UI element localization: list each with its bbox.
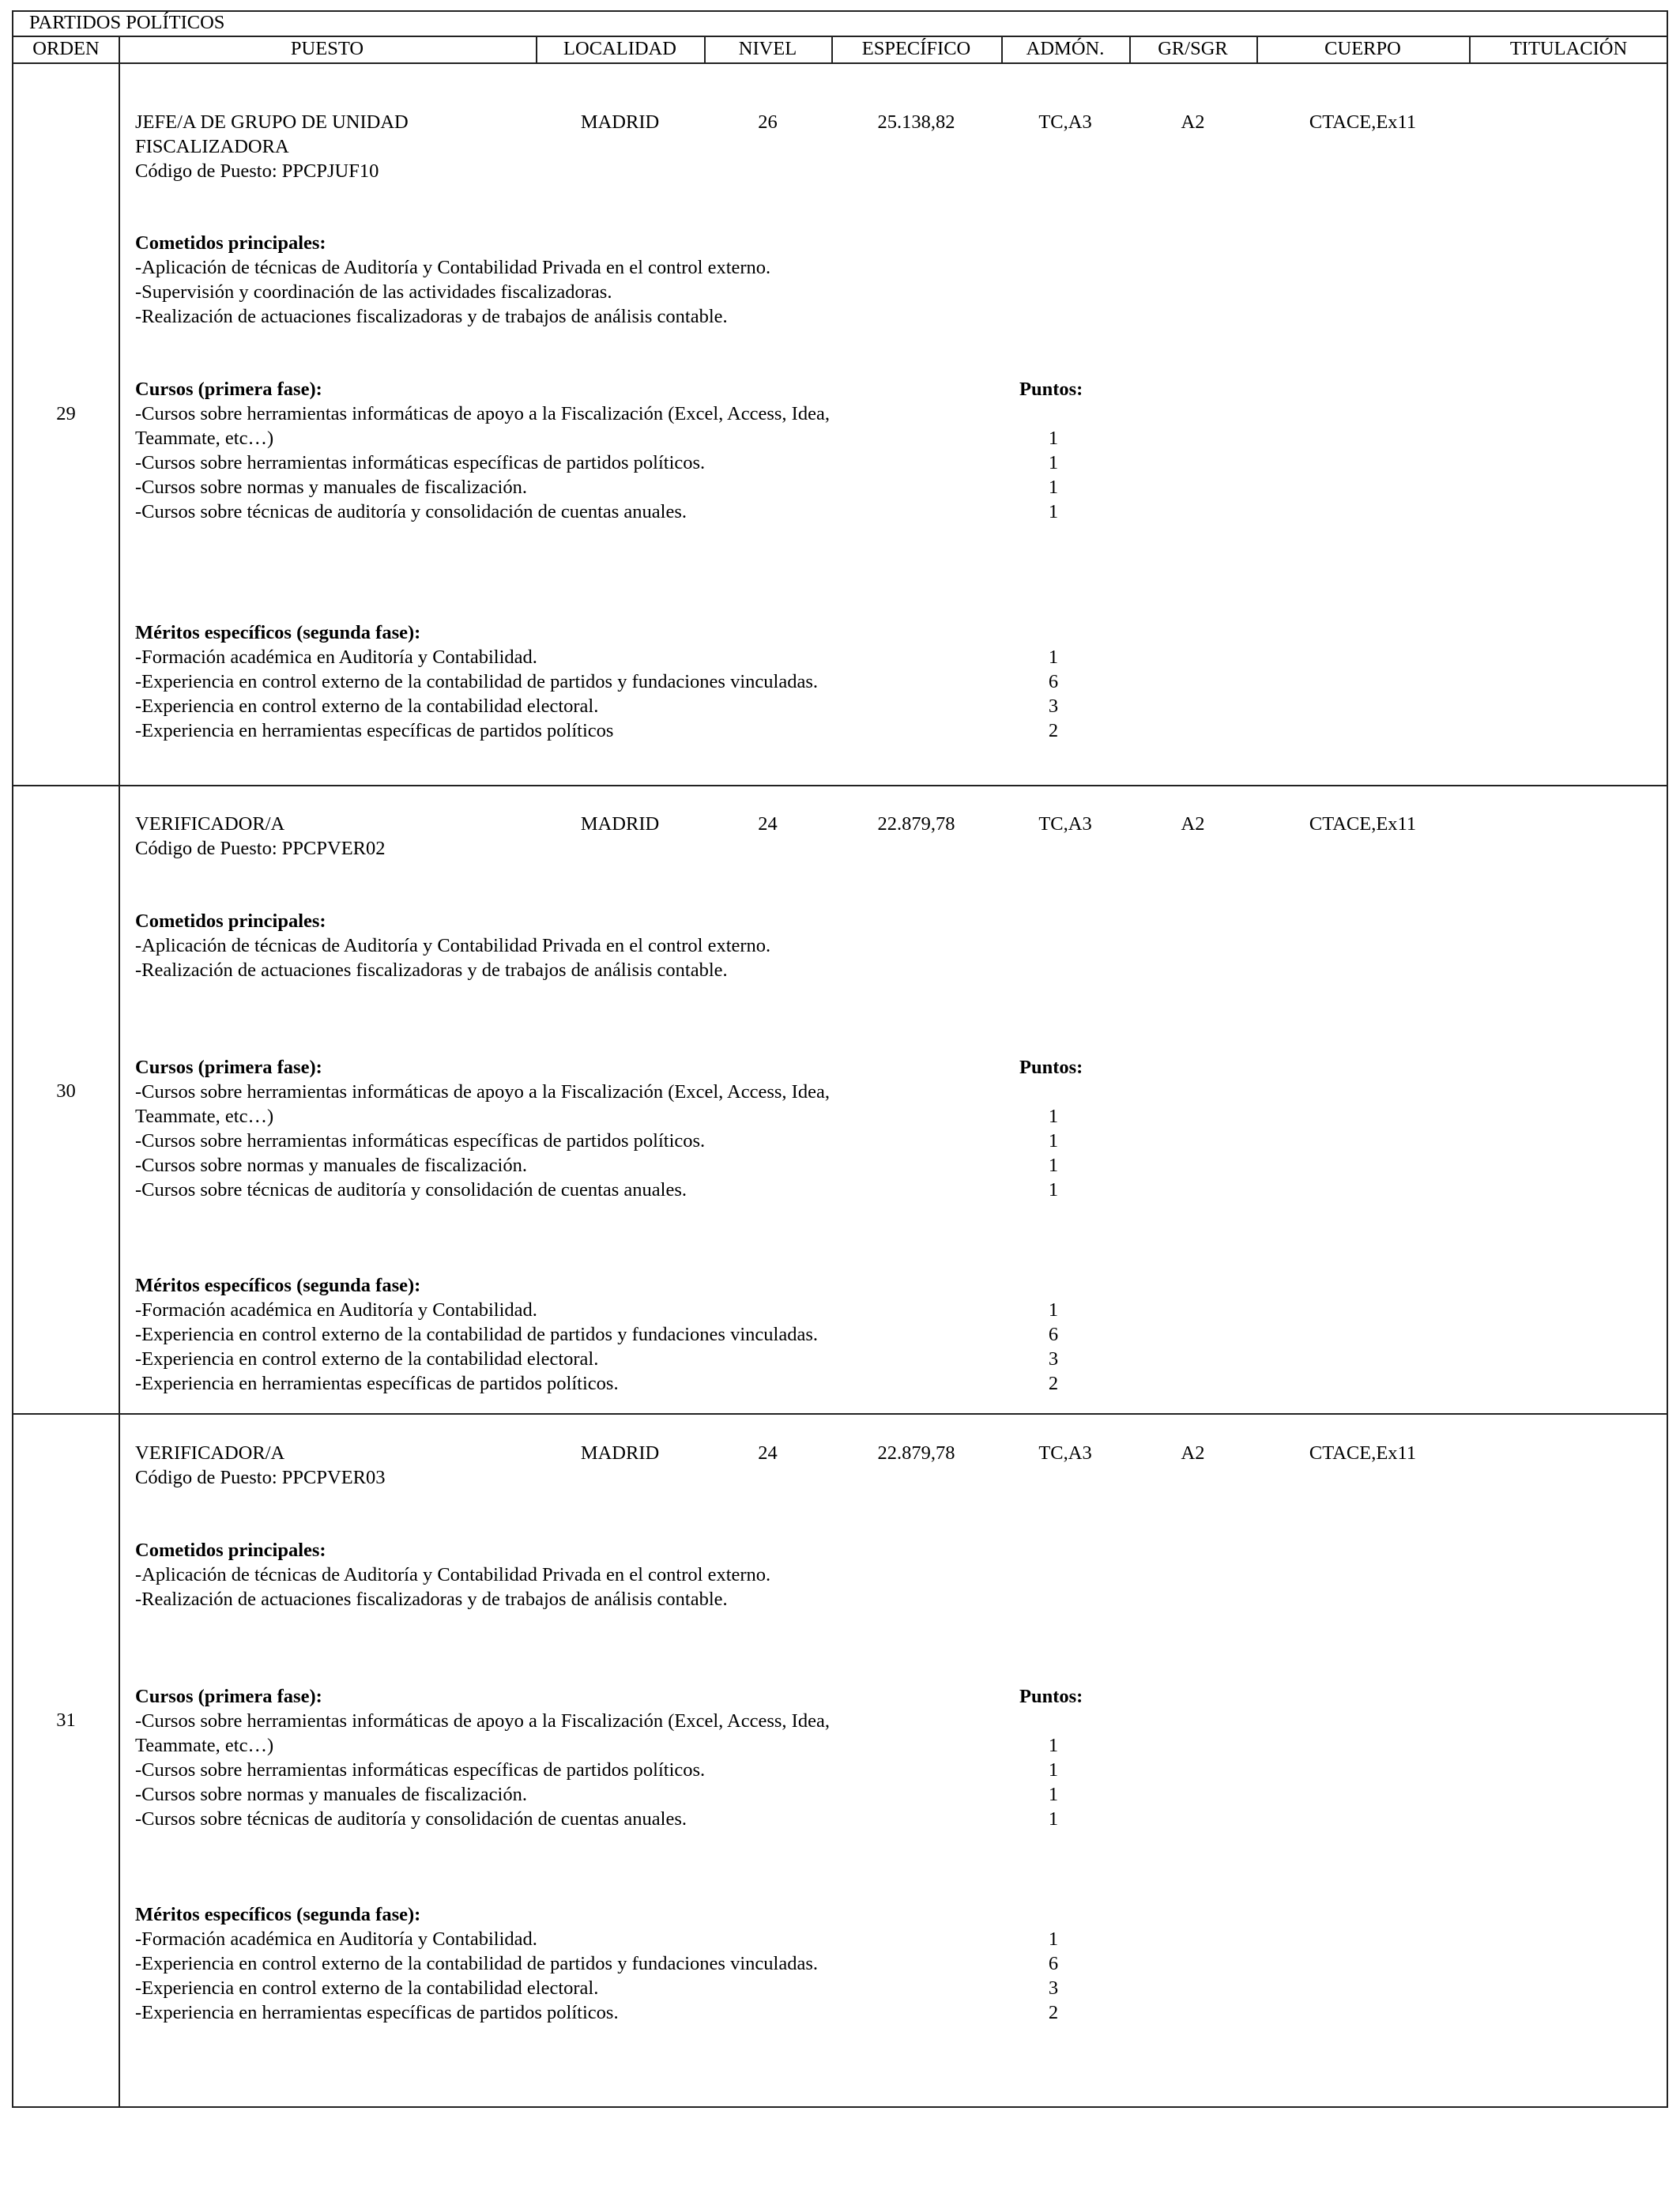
merito-points: 2: [1048, 2002, 1059, 2023]
meritos-heading: Méritos específicos (segunda fase):: [135, 1275, 421, 1296]
curso-item: Teammate, etc…): [135, 1735, 274, 1756]
curso-item: Teammate, etc…): [135, 1106, 274, 1127]
col-header-nivel: NIVEL: [738, 38, 797, 59]
puntos-heading: Puntos:: [1019, 379, 1083, 400]
cuerpo-value: CTACE,Ex11: [1309, 813, 1417, 835]
curso-points: 1: [1048, 1735, 1059, 1756]
puesto-title: FISCALIZADORA: [135, 136, 289, 157]
curso-item: -Cursos sobre técnicas de auditoría y consolidación de cuentas anuales.: [135, 1808, 687, 1830]
merito-item: -Experiencia en control externo de la contabilidad electoral.: [135, 696, 599, 717]
cometido-item: -Aplicación de técnicas de Auditoría y Contabilidad Privada en el control externo.: [135, 257, 771, 278]
cursos-heading: Cursos (primera fase):: [135, 1686, 322, 1707]
curso-item: -Cursos sobre técnicas de auditoría y consolidación de cuentas anuales.: [135, 1179, 687, 1201]
header-divider: [13, 62, 1667, 64]
curso-item: -Cursos sobre herramientas informáticas de apoyo a la Fiscalización (Excel, Access, Idea,: [135, 1710, 830, 1732]
header-col-sep: [1001, 36, 1003, 62]
cometido-item: -Realización de actuaciones fiscalizadoras y de trabajos de análisis contable.: [135, 1589, 728, 1610]
gr-sgr-value: A2: [1181, 111, 1205, 133]
especifico-value: 22.879,78: [877, 1442, 955, 1464]
col-header-puesto: PUESTO: [290, 38, 364, 59]
header-col-sep: [1256, 36, 1258, 62]
merito-item: -Formación académica en Auditoría y Contabilidad.: [135, 647, 537, 668]
curso-points: 1: [1048, 452, 1059, 473]
curso-item: -Cursos sobre normas y manuales de fiscalización.: [135, 477, 527, 498]
header-col-sep: [831, 36, 833, 62]
merito-points: 6: [1048, 671, 1059, 692]
nivel-value: 24: [758, 1442, 778, 1464]
merito-points: 3: [1048, 696, 1059, 717]
merito-item: -Experiencia en control externo de la contabilidad de partidos y fundaciones vinculadas.: [135, 1953, 818, 1974]
section-title: PARTIDOS POLÍTICOS: [29, 12, 225, 33]
curso-points: 1: [1048, 501, 1059, 522]
merito-item: -Experiencia en control externo de la contabilidad electoral.: [135, 1977, 599, 1999]
admon-value: TC,A3: [1038, 813, 1092, 835]
curso-item: -Cursos sobre normas y manuales de fiscalización.: [135, 1155, 527, 1176]
merito-points: 6: [1048, 1324, 1059, 1345]
row-divider: [13, 785, 1667, 786]
col-header-orden: ORDEN: [32, 38, 100, 59]
header-col-sep: [1129, 36, 1131, 62]
meritos-heading: Méritos específicos (segunda fase):: [135, 622, 421, 643]
meritos-heading: Méritos específicos (segunda fase):: [135, 1904, 421, 1925]
gr-sgr-value: A2: [1181, 813, 1205, 835]
merito-points: 3: [1048, 1348, 1059, 1370]
curso-points: 1: [1048, 1106, 1059, 1127]
cuerpo-value: CTACE,Ex11: [1309, 1442, 1417, 1464]
col-header-admon: ADMÓN.: [1026, 38, 1105, 59]
merito-item: -Formación académica en Auditoría y Contabilidad.: [135, 1928, 537, 1950]
curso-points: 1: [1048, 1179, 1059, 1201]
especifico-value: 22.879,78: [877, 813, 955, 835]
curso-item: -Cursos sobre herramientas informáticas de apoyo a la Fiscalización (Excel, Access, Idea,: [135, 1081, 830, 1103]
cometidos-heading: Cometidos principales:: [135, 232, 326, 254]
cometido-item: -Supervisión y coordinación de las actividades fiscalizadoras.: [135, 281, 612, 303]
gr-sgr-value: A2: [1181, 1442, 1205, 1464]
merito-points: 1: [1048, 1928, 1059, 1950]
puntos-heading: Puntos:: [1019, 1057, 1083, 1078]
curso-points: 1: [1048, 1155, 1059, 1176]
merito-item: -Formación académica en Auditoría y Contabilidad.: [135, 1299, 537, 1321]
curso-item: -Cursos sobre normas y manuales de fiscalización.: [135, 1784, 527, 1805]
col-header-titulacion: TITULACIÓN: [1509, 38, 1628, 59]
col-header-localidad: LOCALIDAD: [563, 38, 676, 59]
cursos-heading: Cursos (primera fase):: [135, 1057, 322, 1078]
localidad-value: MADRID: [580, 813, 660, 835]
curso-points: 1: [1048, 428, 1059, 449]
header-col-sep: [536, 36, 537, 62]
col-header-cuerpo: CUERPO: [1324, 38, 1401, 59]
cursos-heading: Cursos (primera fase):: [135, 379, 322, 400]
curso-item: Teammate, etc…): [135, 428, 274, 449]
curso-points: 1: [1048, 1130, 1059, 1152]
merito-points: 6: [1048, 1953, 1059, 1974]
localidad-value: MADRID: [580, 111, 660, 133]
col-header-especifico: ESPECÍFICO: [861, 38, 971, 59]
merito-points: 3: [1048, 1977, 1059, 1999]
curso-points: 1: [1048, 1784, 1059, 1805]
row-divider: [13, 1413, 1667, 1415]
curso-points: 1: [1048, 1808, 1059, 1830]
curso-item: -Cursos sobre herramientas informáticas específicas de partidos políticos.: [135, 1759, 706, 1781]
curso-item: -Cursos sobre herramientas informáticas específicas de partidos políticos.: [135, 1130, 706, 1152]
merito-points: 2: [1048, 720, 1059, 741]
positions-table: [12, 10, 1668, 2108]
col-header-gr-sgr: GR/SGR: [1158, 38, 1228, 59]
merito-item: -Experiencia en control externo de la contabilidad de partidos y fundaciones vinculadas.: [135, 1324, 818, 1345]
cometido-item: -Aplicación de técnicas de Auditoría y Contabilidad Privada en el control externo.: [135, 1564, 771, 1585]
row-orden: 29: [56, 403, 76, 424]
merito-item: -Experiencia en herramientas específicas de partidos políticos.: [135, 1373, 619, 1394]
merito-item: -Experiencia en control externo de la contabilidad de partidos y fundaciones vinculadas.: [135, 671, 818, 692]
merito-points: 2: [1048, 1373, 1059, 1394]
merito-item: -Experiencia en herramientas específicas de partidos políticos: [135, 720, 614, 741]
puesto-title: VERIFICADOR/A: [135, 813, 285, 835]
puesto-title: JEFE/A DE GRUPO DE UNIDAD: [135, 111, 409, 133]
header-col-sep: [1469, 36, 1471, 62]
admon-value: TC,A3: [1038, 1442, 1092, 1464]
cometido-item: -Realización de actuaciones fiscalizadoras y de trabajos de análisis contable.: [135, 959, 728, 981]
nivel-value: 26: [758, 111, 778, 133]
nivel-value: 24: [758, 813, 778, 835]
curso-points: 1: [1048, 477, 1059, 498]
row-orden: 31: [56, 1710, 76, 1731]
curso-item: -Cursos sobre herramientas informáticas de apoyo a la Fiscalización (Excel, Access, Idea,: [135, 403, 830, 424]
puesto-title: VERIFICADOR/A: [135, 1442, 285, 1464]
curso-item: -Cursos sobre técnicas de auditoría y consolidación de cuentas anuales.: [135, 501, 687, 522]
curso-points: 1: [1048, 1759, 1059, 1781]
localidad-value: MADRID: [580, 1442, 660, 1464]
admon-value: TC,A3: [1038, 111, 1092, 133]
puesto-code: Código de Puesto: PPCPVER02: [135, 838, 386, 859]
especifico-value: 25.138,82: [877, 111, 955, 133]
cometidos-heading: Cometidos principales:: [135, 910, 326, 932]
cometidos-heading: Cometidos principales:: [135, 1540, 326, 1561]
merito-item: -Experiencia en control externo de la contabilidad electoral.: [135, 1348, 599, 1370]
header-col-sep: [704, 36, 706, 62]
puesto-code: Código de Puesto: PPCPVER03: [135, 1467, 386, 1488]
puntos-heading: Puntos:: [1019, 1686, 1083, 1707]
curso-item: -Cursos sobre herramientas informáticas específicas de partidos políticos.: [135, 452, 706, 473]
merito-item: -Experiencia en herramientas específicas de partidos políticos.: [135, 2002, 619, 2023]
puesto-code: Código de Puesto: PPCPJUF10: [135, 160, 379, 182]
cometido-item: -Aplicación de técnicas de Auditoría y Contabilidad Privada en el control externo.: [135, 935, 771, 956]
row-orden: 30: [56, 1080, 76, 1102]
cuerpo-value: CTACE,Ex11: [1309, 111, 1417, 133]
merito-points: 1: [1048, 647, 1059, 668]
merito-points: 1: [1048, 1299, 1059, 1321]
cometido-item: -Realización de actuaciones fiscalizadoras y de trabajos de análisis contable.: [135, 306, 728, 327]
orden-col-sep: [119, 36, 120, 2106]
